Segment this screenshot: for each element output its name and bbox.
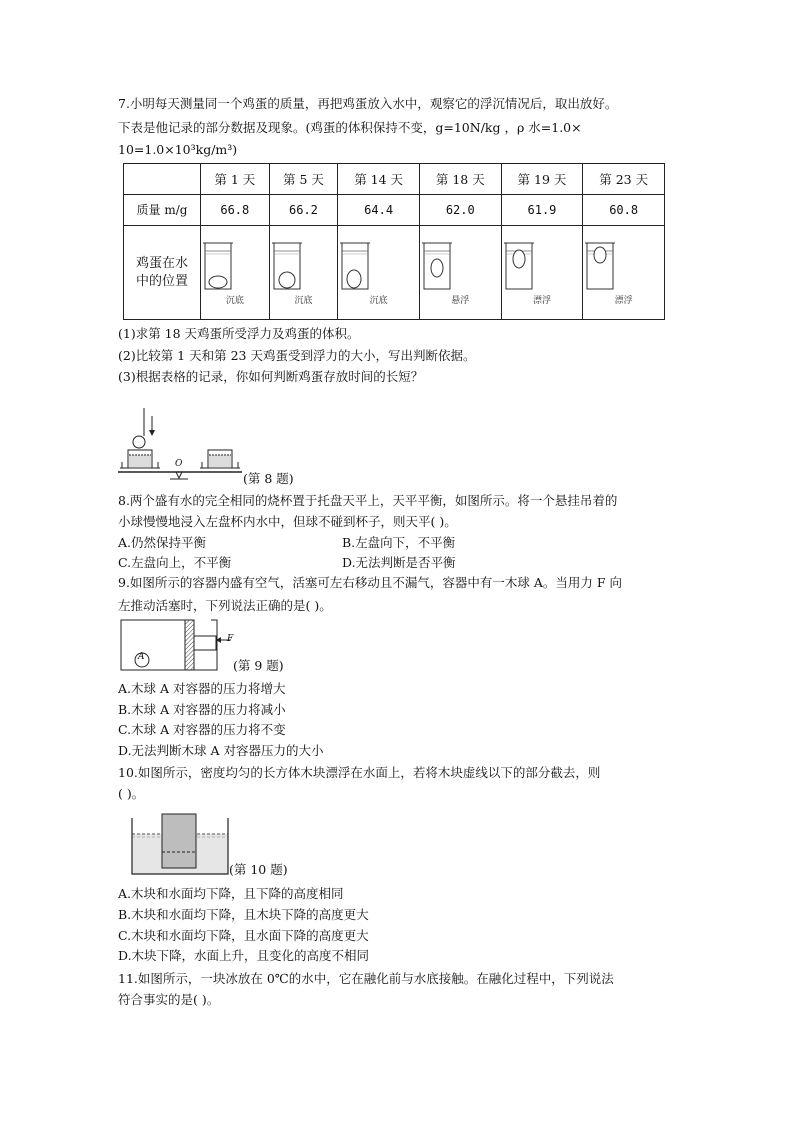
header-day-1: 第 1 天 [201, 164, 270, 195]
egg-data-table [123, 163, 665, 320]
table-header-row [124, 164, 665, 195]
ball-label: A [138, 652, 145, 662]
force-label: F [227, 634, 234, 644]
floating-block-diagram [130, 812, 230, 876]
q10-figure-caption: (第 10 题) [229, 862, 288, 877]
beaker-egg-suspend-icon [420, 240, 454, 292]
q7-sub1: (1)求第 18 天鸡蛋所受浮力及鸡蛋的体积。 [118, 326, 360, 341]
header-day-5: 第 5 天 [269, 164, 338, 195]
q9-figure [119, 618, 239, 672]
q10-option-c: C.木块和水面均下降，且水面下降的高度更大 [118, 928, 369, 943]
state-day-1: 沉底 [225, 295, 244, 306]
q8-option-c: C.左盘向上，不平衡 [118, 555, 232, 570]
mass-day-23: 60.8 [583, 195, 665, 226]
state-day-23: 漂浮 [614, 295, 633, 306]
mass-day-1: 66.8 [201, 195, 270, 226]
state-day-14: 沉底 [369, 295, 388, 306]
position-label-line2: 中的位置 [135, 273, 188, 289]
position-day-23 [583, 226, 665, 320]
q8-option-a: A.仍然保持平衡 [118, 535, 207, 550]
q11-line2: 符合事实的是( )。 [118, 992, 220, 1007]
q11-line1: 11.如图所示，一块冰放在 0℃的水中，它在融化前与水底接触。在融化过程中，下列说法 [118, 971, 614, 986]
q7-line1: 7.小明每天测量同一个鸡蛋的质量，再把鸡蛋放入水中，观察它的浮沉情况后，取出放好。 [118, 96, 618, 111]
state-day-5: 沉底 [294, 295, 313, 306]
beaker-egg-float-icon [583, 240, 617, 292]
position-day-19 [501, 226, 583, 320]
header-day-18: 第 18 天 [419, 164, 501, 195]
mass-day-18: 62.0 [419, 195, 501, 226]
header-day-14: 第 14 天 [338, 164, 420, 195]
position-day-5 [269, 226, 338, 320]
q7-sub3: (3)根据表格的记录，你如何判断鸡蛋存放时间的长短？ [118, 369, 424, 384]
q10-figure [130, 812, 230, 876]
q10-line2: ( )。 [118, 786, 145, 801]
beaker-egg-float-icon [502, 240, 536, 292]
table-mass-row [124, 195, 665, 226]
q8-figure [118, 406, 242, 486]
header-day-19: 第 19 天 [501, 164, 583, 195]
piston-container-diagram [119, 618, 239, 672]
q10-line1: 10.如图所示，密度均匀的长方体木块漂浮在水面上，若将木块虚线以下的部分截去，则 [118, 765, 601, 780]
mass-day-19: 61.9 [501, 195, 583, 226]
state-day-18: 悬浮 [451, 295, 470, 306]
q9-line1: 9.如图所示的容器内盛有空气，活塞可左右移动且不漏气，容器中有一木球 A。当用力 F 向 [118, 575, 623, 590]
position-label [124, 226, 201, 320]
q9-line2: 左推动活塞时，下列说法正确的是( )。 [118, 598, 332, 613]
q8-line2: 小球慢慢地浸入左盘杯内水中，但球不碰到杯子，则天平( )。 [118, 514, 457, 529]
q8-option-d: D.无法判断是否平衡 [342, 555, 456, 570]
mass-label: 质量 m/g [124, 195, 201, 226]
q7-line2: 下表是他记录的部分数据及现象。(鸡蛋的体积保持不变，g=10N/kg ，ρ 水=1.0× [118, 120, 582, 135]
position-day-18 [419, 226, 501, 320]
q7-line3: 10=1.0×10³kg/m³) [118, 142, 238, 157]
q9-option-a: A.木球 A 对容器的压力将增大 [118, 681, 286, 696]
position-label-line1: 鸡蛋在水 [135, 255, 188, 271]
position-day-14 [338, 226, 420, 320]
position-day-1 [201, 226, 270, 320]
table-corner-cell [124, 164, 201, 195]
q9-option-c: C.木球 A 对容器的压力将不变 [118, 722, 286, 737]
q8-line1: 8.两个盛有水的完全相同的烧杯置于托盘天平上，天平平衡，如图所示。将一个悬挂吊着的 [118, 493, 618, 508]
beaker-egg-sink-icon [201, 240, 235, 292]
q7-sub2: (2)比较第 1 天和第 23 天鸡蛋受到浮力的大小，写出判断依据。 [118, 348, 476, 363]
q10-option-d: D.木块下降，水面上升，且变化的高度不相同 [118, 948, 370, 963]
mass-day-14: 64.4 [338, 195, 420, 226]
beaker-egg-sink-icon [338, 240, 372, 292]
q9-option-d: D.无法判断木球 A 对容器压力的大小 [118, 743, 324, 758]
mass-day-5: 66.2 [269, 195, 338, 226]
header-day-23: 第 23 天 [583, 164, 665, 195]
beaker-egg-sink-icon [270, 240, 304, 292]
table-position-row [124, 226, 665, 320]
q8-figure-caption: (第 8 题) [243, 471, 294, 486]
balance-scale-diagram [118, 406, 242, 486]
q10-option-b: B.木块和水面均下降，且木块下降的高度更大 [118, 907, 369, 922]
q8-option-b: B.左盘向下，不平衡 [342, 535, 456, 550]
q9-figure-caption: (第 9 题) [233, 658, 284, 673]
fulcrum-label: O [175, 459, 183, 469]
q9-option-b: B.木球 A 对容器的压力将减小 [118, 702, 286, 717]
state-day-19: 漂浮 [532, 295, 551, 306]
q10-option-a: A.木块和水面均下降，且下降的高度相同 [118, 886, 344, 901]
